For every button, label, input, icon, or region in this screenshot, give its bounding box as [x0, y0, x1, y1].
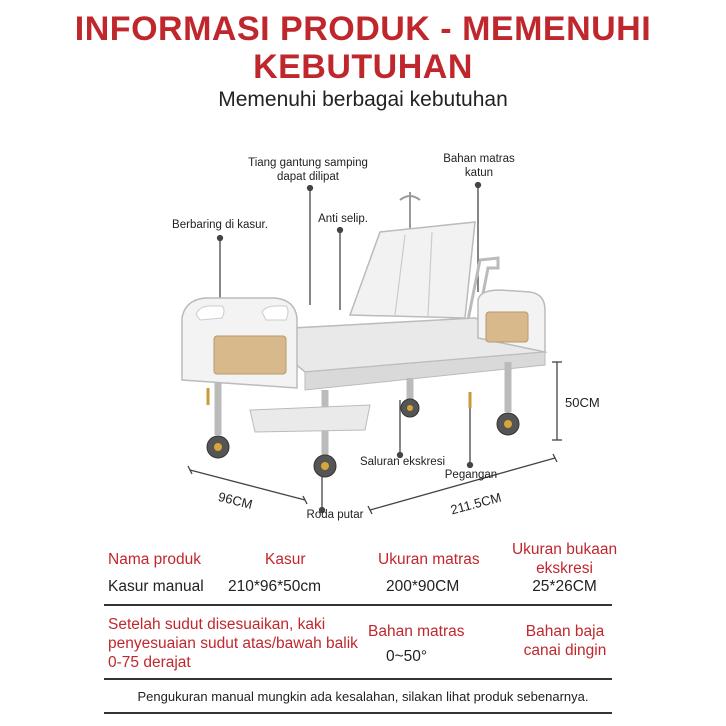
callout-lying: Berbaring di kasur.: [172, 219, 268, 231]
page-title-line1: INFORMASI PRODUK - MEMENUHI: [74, 10, 652, 48]
callout-anti-slip: Anti selip.: [318, 213, 368, 225]
dimension-height: 50CM: [565, 395, 600, 410]
spec-mattress-size-label: Ukuran matras: [378, 551, 480, 568]
head-board-panel: [486, 312, 528, 342]
spec-steel-text: Bahan baja canai dingin: [523, 623, 607, 659]
backrest: [350, 222, 475, 318]
commode-box: [250, 405, 370, 432]
footer-note: Pengukuran manual mungkin ada kesalahan, silakan lihat produk sebenarnya.: [137, 689, 589, 704]
dimension-length: 211.5CM: [448, 489, 503, 518]
spec-divider-1: [104, 604, 612, 606]
spec-bed-value: 210*96*50cm: [228, 578, 322, 595]
page-title-line2: KEBUTUHAN: [253, 48, 473, 86]
foot-board-panel: [214, 336, 286, 374]
spec-product-name-label: Nama produk: [108, 551, 202, 568]
spec-mattress-material-label: Bahan matras: [368, 623, 465, 640]
spec-opening-size-value: 25*26CM: [532, 578, 597, 595]
page-subtitle: Memenuhi berbagai kebutuhan: [218, 88, 508, 111]
callout-caster: Roda putar: [306, 509, 364, 521]
callout-side-pole: Tiang gantung samping dapat dilipat: [248, 157, 368, 183]
spec-mattress-size-value: 200*90CM: [386, 578, 460, 595]
spec-angle-value: 0~50°: [386, 648, 428, 665]
spec-divider-2: [104, 678, 612, 680]
callout-excretion: Saluran ekskresi: [359, 456, 445, 468]
spec-product-name-value: Kasur manual: [108, 578, 204, 595]
crank-handles: [208, 388, 470, 408]
spec-opening-size-label: Ukuran bukaan ekskresi: [511, 541, 618, 577]
spec-adjust-text: Setelah sudut disesuaikan, kaki penyesuaian sudut atas/bawah balik 0-75 derajat: [108, 616, 358, 671]
callout-mattress-material: Bahan matras katun: [443, 153, 515, 179]
callout-handle: Pegangan: [444, 469, 498, 481]
footer-divider: [104, 712, 612, 714]
dimension-width: 96CM: [216, 489, 254, 512]
spec-bed-label: Kasur: [265, 551, 306, 568]
